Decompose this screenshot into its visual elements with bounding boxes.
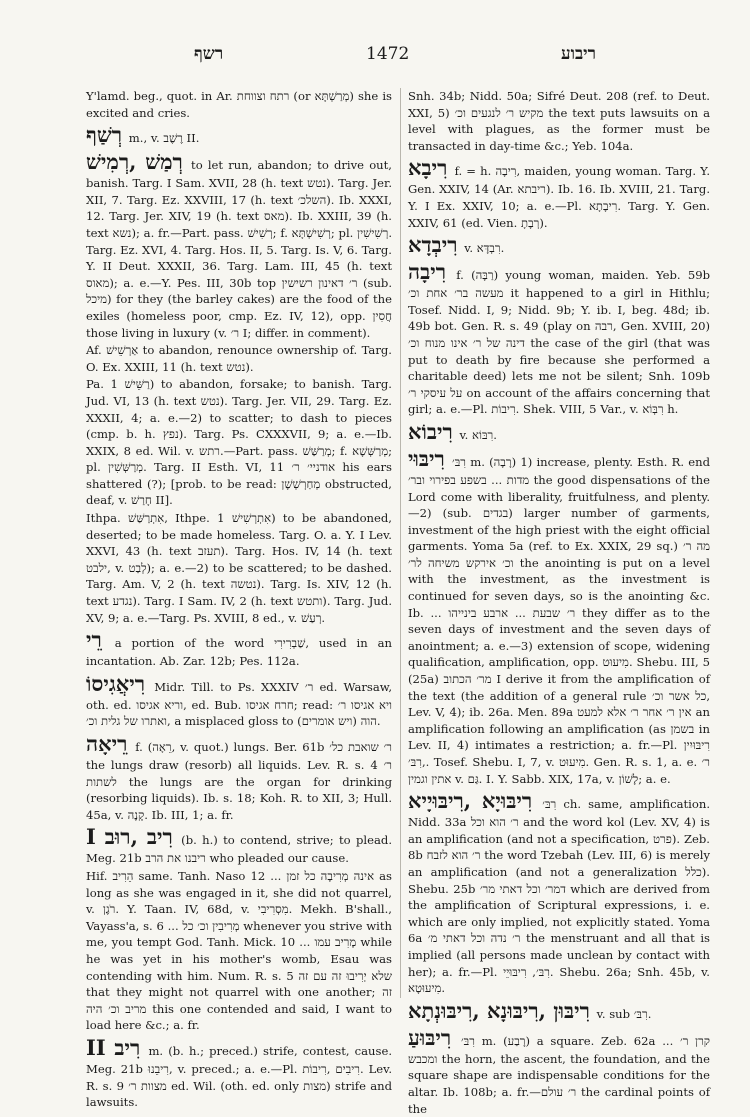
- entry-text: רִבּ׳ m. (רָבַע) a square. Zeb. 62a ... קרן ר׳ ומכבש the horn, the ascent, the foundation, and the square shape are indispensable conditions for the altar. Ib. 108b; a. fr.—ר׳ עולם the cardinal points of the: [408, 1033, 711, 1116]
- dictionary-entry: [408, 998, 710, 1024]
- dictionary-entry: [86, 149, 392, 341]
- entry-text: v. רִבּוֹא.: [459, 427, 497, 442]
- dictionary-entry: [86, 868, 392, 1034]
- dictionary-entry: [86, 731, 392, 823]
- entry-text: v. sub רִבּ׳.: [596, 1006, 652, 1021]
- entry-text: (b. h.) to contend, strive; to plead. Meg. 21b ריבנו את הרב who pleaded our cause.: [86, 833, 393, 866]
- dictionary-entry: [86, 88, 392, 121]
- entry-text: a portion of the word שַׁבְרִירִי, used in an incantation. Ab. Zar. 12b; Pes. 112a.: [86, 636, 392, 669]
- dictionary-entry: [86, 627, 392, 670]
- entry-headword: רִיבּוּעַ: [408, 1024, 452, 1050]
- dictionary-entry: [408, 446, 710, 787]
- dictionary-entry: [408, 232, 710, 258]
- dictionary-entry: [86, 1035, 392, 1111]
- dictionary-entry: [408, 155, 710, 231]
- dictionary-entry: [408, 788, 710, 997]
- entry-text: f. (רֵאָה, v. quot.) lungs. Ber. 61b ר׳ שואבת כל׳ the lungs draw (resorb) all liquids. Lev. R. s. 4 ר׳ לשתות the lungs are the organ for drinking (resorbing liquids). Ib. s. 18; Koh. R. to XII, 3; Hull. 45a, v. קָנֶה. Ib. III, 1; a. fr.: [86, 740, 392, 822]
- entry-headword: רִיב ,רוּב I: [86, 824, 173, 850]
- entry-text: Pa. רַשֵּׁישׁ 1) to abandon, forsake; to banish. Targ. Jud. VI, 13 (h. text נטש). Targ. Jer. VII, 29. Targ. Ez. XXXII, 4; a. e.—2) to scatter; to dash to pieces (cmp. b. h. נפץ). Targ. Ps. CXXXVII, 9; a. e.—Ib. XXIX, 8 ed. Wil. v. רתש.—Part. pass. מְרַשַּׁשׁ; f. מְרַשְּׁשָׁא; pl. מְרַשְּׁשִׁין. Targ. II Esth. VI, 11 אודניי׳ ר׳ his ears shattered (?); [prob. to be read: מְחַרְשְׁשָׁן obstructed, deaf, v. חָרַשׁ II].: [86, 377, 392, 508]
- entry-headword: רֵיאָה: [86, 731, 128, 756]
- entry-text: m. (b. h.; preced.) strife, contest, cause. Meg. 21b רִיבֵנוּ, v. preced.; a. e.—Pl. רִיבִים ,רִיבוֹת. Lev. R. s. 9 מצוות ר׳ ed. Wil. (oth. ed. only מצות) strife and lawsuits.: [86, 1043, 393, 1110]
- entry-headword: רִיבּוּן ,רִיבּוּנָא ,רִיבּוּנְתָא: [408, 997, 590, 1023]
- entry-headword: רִיבּוּיָא ,רִיבּוּיָיא: [408, 788, 533, 814]
- entry-text: m., v. רֶשֶׁב II.: [128, 131, 200, 146]
- header-left-word: רשף: [194, 44, 224, 64]
- dictionary-entry: [408, 1025, 710, 1117]
- dictionary-entry: [408, 419, 710, 445]
- entry-headword: רִיבוֹא: [408, 418, 453, 444]
- left-column: [86, 88, 401, 1110]
- entry-text: רִבּ׳ m. (רָבָה) 1) increase, plenty. Esth. R. end מדות ... בשפע בפירוי ובר׳ the good dispensations of the Lord come with liberality, fruitfulness, and plenty.—2) (sub. בגדים) larger number of garments, investment of the high priest with the eight official garments. Yoma 5a (ref. to Ex. XXIX, 29 sq.) מה ר׳ וכ׳ אירקש משיחה לר׳ the anointing is put on a level with the investment, as the investment is continued for seven days, so is the anointing &c. Ib. ... ר׳ שבעת ... ארבע בינייהו they differ as to the seven days of investment and the seven days of anointment; a. e.—3) extension of scope, widening qualification, amplification, opp. מִיעוּט. Shebu. III, 5 (25a) מר׳ הכתוב I derive it from the amplification of the text (the addition of a general rule כל אשר וכ׳, Lev. V, 4); ib. 26a. Men. 89a אין ר׳ אחר ר׳ אלא למעט an amplification following an amplification (as בשמן in Lev. II, 4) intimates a restriction; a. fr.—Pl. רִיבּוּיִין ,רִבּ׳. Tosef. Shebu. I, 7, v. מִיעוּט. Gen. R. s. 1, a. e. ר׳ אתין וגמין v. גַּם. I. Y. Sabb. XIX, 17a, v. לָשׁוֹן; a. e.: [408, 454, 711, 786]
- entry-text: v. רִבְדָּא.: [464, 241, 505, 256]
- dictionary-entry: [86, 376, 392, 509]
- dictionary-entry: [86, 342, 392, 375]
- dictionary-entry: [408, 88, 710, 154]
- dictionary-entry: [86, 122, 392, 148]
- dictionary-entry: [86, 510, 392, 626]
- page-header: [84, 40, 686, 66]
- entry-text: f. = h. רִיבָה, maiden, young woman. Targ. Y. Gen. XXIV, 14 (Ar. ריבתא). Ib. 16. Ib. XVIII, 21. Targ. Y. I Ex. XXIV, 10; a. e.—Pl. רִיבָתָא. Targ. Y. Gen. XXIV, 61 (ed. Vien. רְבָתָ).: [408, 164, 711, 230]
- entry-text: to let run, abandon; to drive out, banish. Targ. I Sam. XVII, 28 (h. text נטש). Targ. Jer. XII, 7. Targ. Ez. XXVIII, 17 (h. text השלכ׳). Ib. XXXI, 12. Targ. Jer. XIV, 19 (h. text מאס). Ib. XXIII, 39 (h. text נשא); a. fr.—Part. pass. רְשִׁישׁ; f. רְשִׁישְׁתָּא; pl. רְשִׁישִׁין. Targ. Ez. XVI, 4. Targ. Hos. II, 5. Targ. Is. V, 6. Targ. Y. II Deut. XXXII, 36. Targ. Lam. III, 45 (h. text מאוס); a. e.—Y. Pes. III, 30b top ר׳ דאינון רשישין (sub. מיכל) for they (the barley cakes) are the food of the exiles (homeless poor, cmp. Ez. IV, 12), opp. חֲסִין those living in luxury (v. ר׳ I; differ. in comment).: [86, 158, 393, 340]
- right-column: [404, 88, 711, 1116]
- entry-text: רִבּ׳ ch. same, amplification. Nidd. 33a ר׳ הוא וכל and the word kol (Lev. XV, 4) is an amplification (and not a specification, פרט). Zeb. 8b ר׳ הוא לזבח the word Tzebah (Lev. III, 6) is merely an amplification (and not a generalization כלל). Shebu. 25b דמר׳ וכל דאתי מר׳ which are derived from the amplification of Scriptural expressions, i. e. which are only implied, not explicitly stated. Yoma 6a ר׳ נדה וכל דאתי מ׳ the menstruant and all that is implied (all persons made unclean by contact with her); a. fr.—Pl. רִבּ׳, רִיבּוּיֵי. Shebu. 26a; Snh. 45b, v. מִיעוּטָא.: [408, 797, 711, 996]
- entry-headword: רִיבָא: [408, 155, 448, 181]
- entry-headword: רִיב II: [86, 1034, 141, 1060]
- entry-headword: רִיבּוּי: [408, 445, 445, 471]
- entry-text: f. (רַבָּה) young woman, maiden. Yeb. 59b מעשה בר׳ אחת וכ׳ it happened to a girl in Hithlu; Tosef. Nidd. I, 9; Nidd. 9b; Y. ib. I, beg. 48d; ib. 49b bot. Gen. R. s. 49 (play on רבה, Gen. XVIII, 20) דינה של ר׳ אינו מנוח וכ׳ the case of the girl (that was put to death by fire because she performed a charitable deed) lets me not be silent; Snh. 109b על עיסקי ר׳ on account of the affairs concerning that girl; a. e.—Pl. רִיבוֹת. Shek. VIII, 5 Var., v. רִבְּוֹא h.: [408, 268, 711, 417]
- entry-headword: רְשַׁף: [86, 122, 123, 148]
- entry-text: Ithpa. אִתְרַשַּׁשׁ, Ithpe. אִתְרְשִׁישׁ 1) to be abandoned, deserted; to be made homeless. Targ. O. a. Y. I Lev. XXVI, 43 (h. text תעזב). Targ. Hos. IV, 14 (h. text ילבט, v. לְבַט); a. e.—2) to be scattered; to be dashed. Targ. Am. V, 2 (h. text נטשה). Targ. Is. XIV, 12 (h. text נגדע). Targ. I Sam. IV, 2 (h. text ותטש). Targ. Jud. XV, 9; a. e.—Targ. Ps. XVIII, 8 ed., v. רְעַשׁ.: [86, 511, 393, 625]
- entry-text: Hif. הֵרִיב same. Tanh. Naso 12 ... אינה מְרִיבָה כל זמן as long as she was engaged in it, she did not quarrel, v. רֹגֶן. Y. Taan. IV, 68d, v. מִסְרִיבִי. Mekh. B'shall., Vayass'a, s. 6 ... מְרִיבִין וכ׳ כל whenever you strive with me, you tempt God. Tanh. Mick. 10 ... מָרִיב עמו while he was yet in his mother's womb, Esau was contending with him. Num. R. s. 5 שלא יְרִיבוּ זה עם זה that they might not quarrel with one another; זה מריב וכ׳ היה this one contended and said, I want to load here &c.; a. fr.: [86, 868, 392, 1033]
- dictionary-entry: [408, 259, 710, 418]
- entry-headword: רִיאֲגִיסוֹ: [86, 670, 146, 696]
- entry-text: Y'lamd. beg., quot. in Ar. רתח וצווחת (or מְרַשְׁתָּא) she is excited and cries.: [86, 89, 392, 120]
- entry-text: Midr. Till. to Ps. XXXIV ר׳ ed. Warsaw, oth. ed. וריא אגיסו, ed. Bub. חרח אגיסו; read: ויא אגיסו ר׳ ואתרו של גלית וכ׳, a misplaced gloss to (ויש אומרים) הוה.: [86, 679, 393, 729]
- entry-text: Snh. 34b; Nidd. 50a; Sifré Deut. 208 (ref. to Deut. XXI, 5) מקיש ר׳ לנגעים וכ׳ the text puts lawsuits on a level with plagues, as the former must be transacted in day-time &c.; Yeb. 104a.: [408, 89, 711, 153]
- entry-headword: רִיבְדָא: [408, 232, 458, 258]
- header-right-word: ריבוע: [561, 44, 596, 64]
- entry-text: Af. אַרְשֵׁישׁ to abandon, renounce ownership of. Targ. O. Ex. XXIII, 11 (h. text נטש).: [86, 343, 392, 374]
- dictionary-entry: [86, 824, 392, 867]
- dictionary-entry: [86, 671, 392, 730]
- entry-headword: רֵי: [86, 627, 102, 653]
- page-number: 1472: [366, 44, 410, 64]
- entry-headword: רְמַשׁ ,רְמִישׁ: [86, 149, 183, 175]
- entry-headword: רִיבָה: [408, 259, 447, 285]
